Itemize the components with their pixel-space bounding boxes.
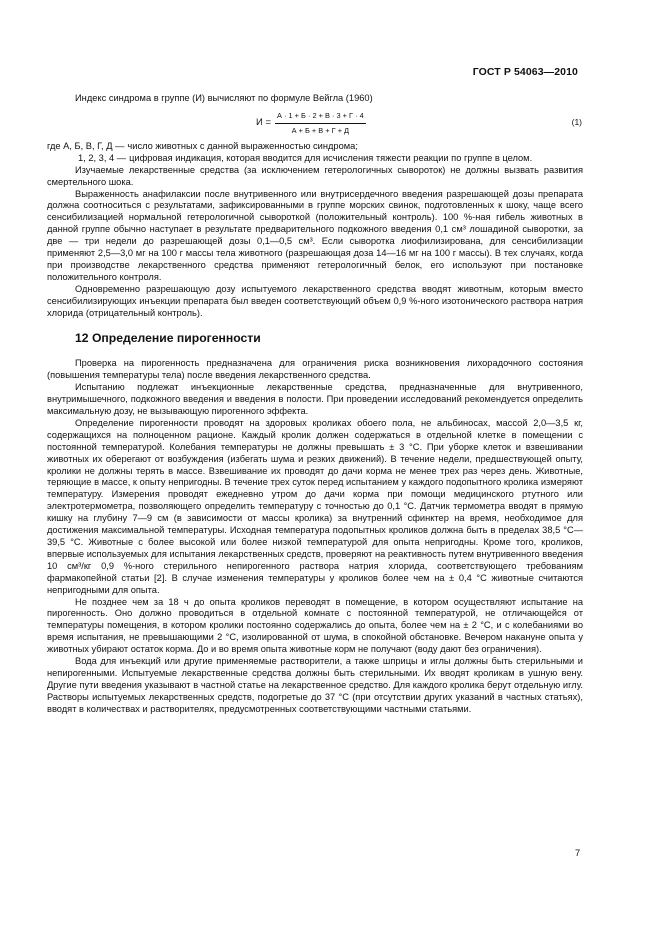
paragraph: Не позднее чем за 18 ч до опыта кроликов переводят в помещение, в котором осуществляют испытание на пирогенность. Оно должно проводиться в отдельной комнате с постоянной температурой, не отличающейся от температуры помещения, в котором кролики постоянно содержались до опыта, более чем на ± 2 °С, и с колебаниями во время испытания, не превышающими 2 °С, изолированной от шума, в спокойной обстановке. Вечером накануне опыта у животных убирают остаток корма. До и во время опыта животные корм не получают (воду дают без ограничения). — [47, 596, 583, 655]
formula-number: (1) — [571, 116, 582, 127]
paragraph: Определение пирогенности проводят на здоровых кроликах обоего пола, не альбиносах, массой 2,0—3,5 кг, содержащихся на полноценном рационе. Каждый кролик должен содержаться в отдельной клетке в помещении с постоянной температурой. Колебания температуры не должны превышать ± 3 °С. При уборке клеток и взвешивании животных их оберегают от возбуждения (избегать шума и резких движений). В течение недели, предшествующей опыту, кролики не должны терять в массе. Взвешивание их проводят до дачи корма не менее трех раз через день. Животные, теряющие в массе, к опыту непригодны. В течение трех суток перед испытанием у каждого подопытного кролика измеряют температуру. Измерения проводят ежедневно утром до дачи корма при помощи медицинского ртутного или электротермометра, позволяющего определить температуру с точностью до 0,1 °С. Датчик термометра вводят в прямую кишку на глубину 7—9 см (в зависимости от массы кролика) за внутренний сфинктер на время, необходимое для достижения максимальной температуры. Исходная температура подопытных кроликов должна быть в пределах 38,5 °С—39,5 °С. Животные с более высокой или более низкой температурой для опыта непригодны. Кроме того, кроликов, впервые используемых для испытания лекарственных средств, проверяют на реактивность путем внутривенного введения 10 см³/кг 0,9 %-ного стерильного непирогенного раствора натрия хлорида, соответствующего требованиям фармакопейной статьи [2]. В случае изменения температуры у кроликов более чем на ± 0,4 °С животные считаются непригодными для опыта. — [47, 417, 583, 595]
legend-term: 1, 2, 3, 4 — — [78, 152, 127, 163]
weigl-formula — [256, 110, 366, 137]
formula-denominator: А + Б + В + Г + Д — [291, 125, 350, 135]
legend-row — [47, 153, 583, 165]
legend-row — [47, 141, 583, 153]
section-heading: 12 Определение пирогенности — [75, 330, 261, 345]
legend-desc: цифровая индикация, которая вводится для исчисления тяжести реакции по группе в целом. — [129, 152, 533, 163]
legend-term: где А, Б, В, Г, Д — — [47, 140, 125, 151]
paragraph: Изучаемые лекарственные средства (за исключением гетерологичных сывороток) не должны вызвать развития смертельного шока. — [47, 164, 583, 187]
paragraph: Испытанию подлежат инъекционные лекарственные средства, предназначенные для внутривенного, внутримышечного, подкожного введения и введения в полости. При проведении исследований рекомендуется определить максимальную дозу, не вызывающую пирогенного эффекта. — [47, 382, 583, 417]
paragraph: Проверка на пирогенность предназначена для ограничения риска возникновения лихорадочного состояния (повышения температуры тела) после введения лекарственного средства. — [47, 358, 583, 381]
formula-lhs: И = — [256, 117, 272, 129]
page-number: 7 — [575, 848, 581, 858]
paragraph: Вода для инъекций или другие применяемые растворители, а также шприцы и иглы должны быть стерильными и непирогенными. Испытуемые лекарственные средства должны быть стерильными. Их вводят кроликам в ушную вену. Другие пути введения указывают в частной статье на лекарственное средство. Для каждого кролика берут отдельную иглу. Растворы испытуемых лекарственных средств, подогретые до 37 °С (при отсутствии других указаний в частных статьях), вводят в количествах и растворителях, предусмотренных соответствующими частными статьями. — [47, 656, 583, 714]
formula-fraction — [275, 110, 366, 137]
document-id: ГОСТ Р 54063—2010 — [472, 66, 578, 78]
legend-desc: число животных с данной выраженностью синдрома; — [127, 140, 358, 151]
formula-intro: Индекс синдрома в группе (И) вычисляют по формуле Вейгла (1960) — [75, 93, 373, 103]
paragraph: Одновременно разрешающую дозу испытуемого лекарственного средства вводят животным, которым вместо сенсибилизирующих инъекции препарата был введен соответствующий объем 0,9 %-ного изотонического раствора натрия хлорида (отрицательный контроль). — [47, 283, 583, 318]
formula-block — [47, 110, 583, 136]
formula-numerator: А · 1 + Б · 2 + В · 3 + Г · 4 — [275, 110, 366, 124]
page-body — [47, 93, 583, 716]
formula-legend — [47, 141, 583, 165]
paragraph: Выраженность анафилаксии после внутривенного или внутрисердечного введения разрешающей дозы препарата должна соотноситься с результатами, зафиксированными в группе морских свинок, подготовленных к шоку, чаще всего сенсибилизацией нормальной гетерологичной сывороткой (положительный контроль). 100 %-ная гибель животных в данной группе обычно наступает в результате предварительного подкожного введения 0,1 см³ лошадиной сыворотки, за две — три недели до разрешающей дозы 0,1—0,5 см³. Если сыворотка лиофилизирована, для сенсибилизации применяют 2,5—3,0 мг на 100 г массы тела животного (разрешающая доза 14—16 мг на 100 г массы). В тех случаях, когда при производстве лекарственного средства применяют гетерологичный белок, его используют при постановке положительного контроля. — [47, 188, 583, 282]
